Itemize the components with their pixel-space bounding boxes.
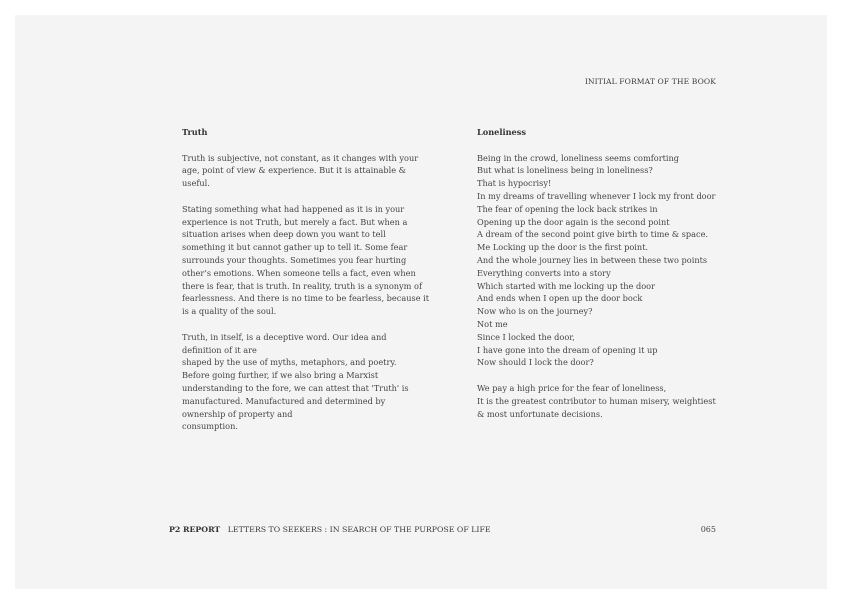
- text-line: is a quality of the soul.: [182, 306, 277, 317]
- text-line: Which started with me locking up the door: [477, 280, 656, 291]
- text-line: understanding to the fore, we can attest that 'Truth' is: [182, 382, 409, 393]
- footer-book-title: LETTERS TO SEEKERS : IN SEARCH OF THE PURPOSE OF LIFE: [227, 525, 491, 534]
- text-line: consumption.: [182, 421, 238, 432]
- text-line: Opening up the door again is the second point: [477, 216, 670, 227]
- text-line: The fear of opening the lock back strikes in: [477, 203, 658, 214]
- paragraph: [477, 382, 727, 420]
- right-column-loneliness: [477, 126, 727, 433]
- text-line: Now who is on the journey?: [477, 306, 593, 317]
- text-line: Everything converts into a story: [477, 267, 611, 278]
- text-line: I have gone into the dream of opening it up: [477, 344, 658, 355]
- paragraph: [182, 152, 432, 190]
- text-line: manufactured. Manufactured and determined by: [182, 395, 386, 406]
- text-line: It is the greatest contributor to human misery, weightiest: [477, 395, 716, 406]
- section-title-truth: Truth: [182, 127, 208, 137]
- text-line: experience is not Truth, but merely a fact. But when a: [182, 216, 408, 227]
- text-line: And ends when I open up the door bock: [477, 293, 643, 304]
- page-footer: [169, 525, 491, 534]
- text-line: useful.: [182, 178, 210, 189]
- text-line: Since I locked the door,: [477, 331, 575, 342]
- text-line: there is fear, that is truth. In reality, truth is a synonym of: [182, 280, 422, 291]
- text-line: But what is loneliness being in loneliness?: [477, 165, 653, 176]
- text-line: fearlessness. And there is no time to be fearless, because it: [182, 293, 430, 304]
- text-line: And the whole journey lies in between these two points: [477, 254, 708, 265]
- text-line: Stating something what had happened as it is in your: [182, 203, 405, 214]
- text-line: Before going further, if we also bring a Marxist: [182, 370, 379, 381]
- text-line: Me Locking up the door is the first point.: [477, 242, 649, 253]
- text-line: Now should I lock the door?: [477, 357, 594, 368]
- text-line: definition of it are: [182, 344, 257, 355]
- text-line: Truth, in itself, is a deceptive word. Our idea and: [182, 331, 387, 342]
- left-column-truth: [182, 126, 432, 446]
- text-line: A dream of the second point give birth to time & space.: [477, 229, 709, 240]
- text-line: shaped by the use of myths, metaphors, and poetry.: [182, 357, 397, 368]
- text-line: something it but cannot gather up to tell it. Some fear: [182, 242, 408, 253]
- text-line: In my dreams of travelling whenever I lock my front door: [477, 190, 716, 201]
- text-line: Not me: [477, 318, 508, 329]
- footer-brand: P2 REPORT: [169, 525, 221, 534]
- text-line: & most unfortunate decisions.: [477, 408, 603, 419]
- text-line: That is hypocrisy!: [477, 178, 552, 189]
- running-head: INITIAL FORMAT OF THE BOOK: [584, 77, 716, 86]
- text-line: age, point of view & experience. But it is attainable &: [182, 165, 406, 176]
- text-line: We pay a high price for the fear of loneliness,: [477, 382, 667, 393]
- text-line: ownership of property and: [182, 408, 293, 419]
- poem-stanza: [477, 152, 727, 370]
- text-line: other’s emotions. When someone tells a fact, even when: [182, 267, 416, 278]
- text-line: situation arises when deep down you want to tell: [182, 229, 386, 240]
- page-number: 065: [700, 525, 716, 534]
- paragraph: [182, 331, 432, 433]
- section-title-loneliness: Loneliness: [477, 127, 526, 137]
- text-line: surrounds your thoughts. Sometimes you fear hurting: [182, 254, 407, 265]
- text-line: Being in the crowd, loneliness seems comforting: [477, 152, 680, 163]
- paragraph: [182, 203, 432, 318]
- text-line: Truth is subjective, not constant, as it changes with your: [182, 152, 419, 163]
